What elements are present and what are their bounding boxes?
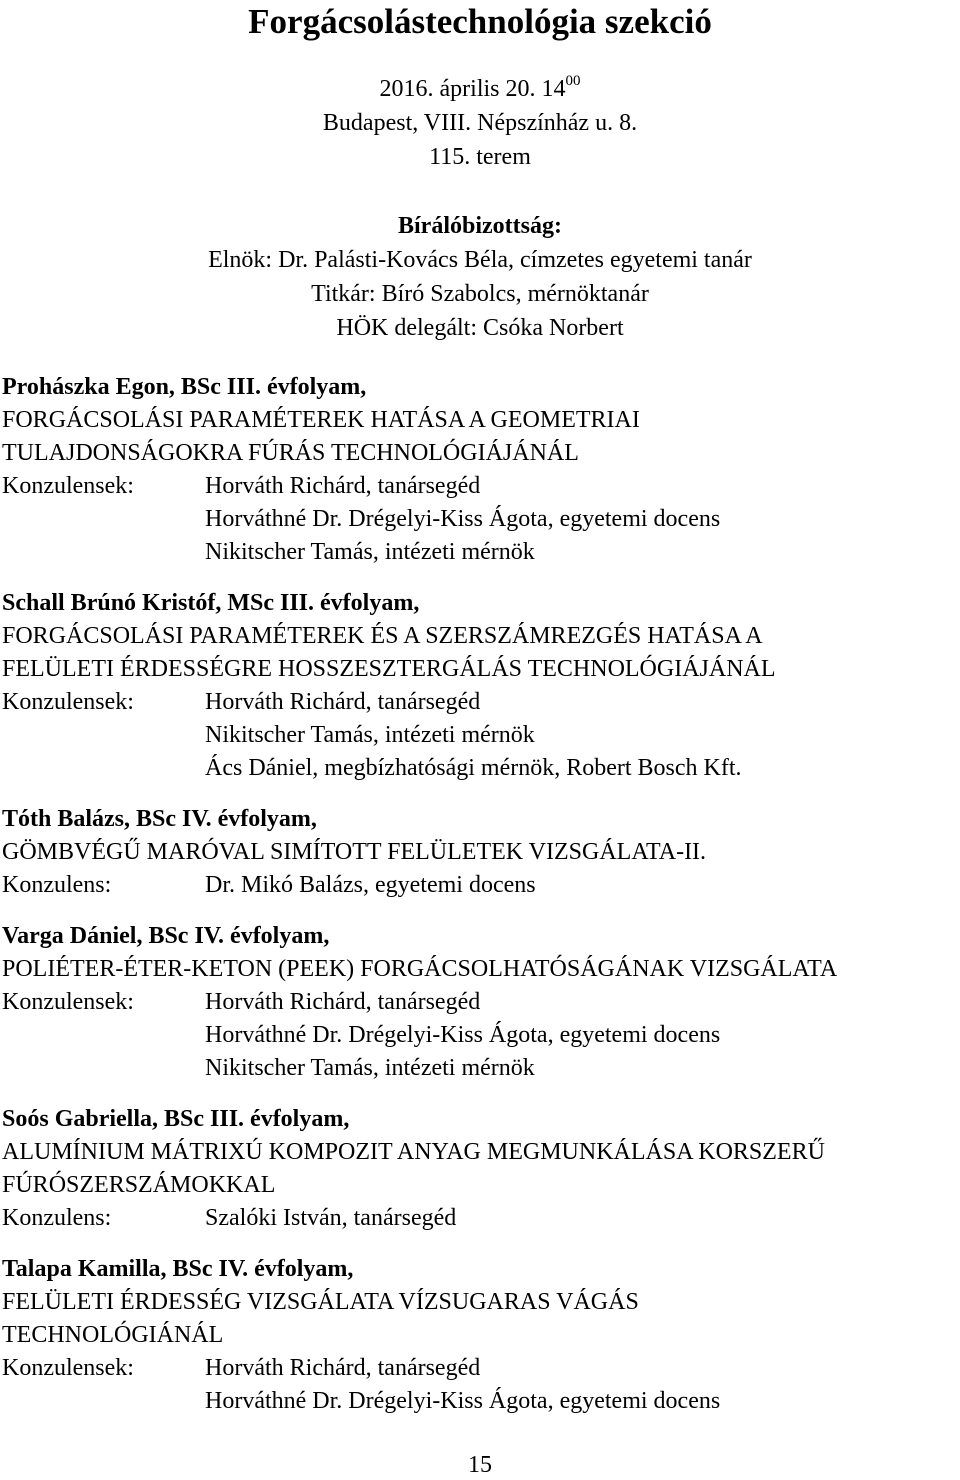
advisor-row [2,752,960,785]
page-number: 15 [468,1452,492,1478]
presentation-title: ALUMÍNIUM MÁTRIXÚ KOMPOZIT ANYAG MEGMUNKÁLÁSA KORSZERŰ [2,1139,825,1165]
student-name: Varga Dániel, BSc IV. évfolyam, [2,923,330,949]
advisor: Ács Dániel, megbízhatósági mérnök, Robert Bosch Kft. [205,755,742,781]
advisor-row [2,1052,960,1085]
advisor-row [2,1202,960,1235]
presentation-title: FORGÁCSOLÁSI PARAMÉTEREK ÉS A SZERSZÁMREZGÉS HATÁSA A [2,623,763,649]
session-time-minutes: 00 [565,73,581,89]
presentation-entry [2,587,960,785]
presentation-title: TECHNOLÓGIÁNÁL [2,1322,224,1348]
committee-heading: Bírálóbizottság: [398,213,562,239]
advisor: Horváth Richárd, tanársegéd [205,1355,481,1381]
advisor-row [2,503,960,536]
presentation-entry [2,803,960,902]
advisor: Horváth Richárd, tanársegéd [205,473,481,499]
advisor-row [2,686,960,719]
presentation-entry [2,920,960,1085]
student-name: Soós Gabriella, BSc III. évfolyam, [2,1106,350,1132]
advisor: Horváth Richárd, tanársegéd [205,989,481,1015]
presentation-title: GÖMBVÉGŰ MARÓVAL SIMÍTOTT FELÜLETEK VIZSGÁLATA-II. [2,839,707,865]
advisor-row [2,1385,960,1418]
advisor: Dr. Mikó Balázs, egyetemi docens [205,872,536,898]
committee-member: HÖK delegált: Csóka Norbert [336,315,624,341]
presentation-title: FÚRÓSZERSZÁMOKKAL [2,1172,276,1198]
advisor: Nikitscher Tamás, intézeti mérnök [205,722,535,748]
advisor-row [2,869,960,902]
advisor-row [2,1352,960,1385]
presentation-title: FELÜLETI ÉRDESSÉG VIZSGÁLATA VÍZSUGARAS VÁGÁS [2,1289,639,1315]
student-name: Prohászka Egon, BSc III. évfolyam, [2,374,367,400]
advisor: Horváthné Dr. Drégelyi-Kiss Ágota, egyetemi docens [205,506,721,532]
advisor-row [2,986,960,1019]
session-date [0,72,960,106]
presentation-list [2,371,960,1436]
student-name: Tóth Balázs, BSc IV. évfolyam, [2,806,317,832]
advisor: Horváthné Dr. Drégelyi-Kiss Ágota, egyetemi docens [205,1388,721,1414]
page-title: Forgácsolástechnológia szekció [248,2,712,41]
advisor-row [2,470,960,503]
committee [0,209,960,345]
advisor-label: Konzulensek: [2,1355,134,1381]
advisor-label: Konzulens: [2,872,112,898]
presentation-title: TULAJDONSÁGOKRA FÚRÁS TECHNOLÓGIÁJÁNÁL [2,440,579,466]
presentation-entry [2,1253,960,1418]
advisor: Horváth Richárd, tanársegéd [205,689,481,715]
presentation-entry [2,1103,960,1235]
advisor-label: Konzulensek: [2,989,134,1015]
presentation-entry [2,371,960,569]
presentation-title: POLIÉTER-ÉTER-KETON (PEEK) FORGÁCSOLHATÓSÁGÁNAK VIZSGÁLATA [2,956,838,982]
committee-member: Elnök: Dr. Palásti-Kovács Béla, címzetes egyetemi tanár [208,247,752,273]
advisor-label: Konzulensek: [2,473,134,499]
advisor-row [2,719,960,752]
session-date-text: 2016. április 20. 14 [379,76,566,102]
advisor: Horváthné Dr. Drégelyi-Kiss Ágota, egyetemi docens [205,1022,721,1048]
session-room: 115. terem [429,144,531,170]
advisor-label: Konzulens: [2,1205,112,1231]
advisor: Nikitscher Tamás, intézeti mérnök [205,1055,535,1081]
advisor: Szalóki István, tanársegéd [205,1205,457,1231]
advisor-label: Konzulensek: [2,689,134,715]
student-name: Talapa Kamilla, BSc IV. évfolyam, [2,1256,354,1282]
session-address: Budapest, VIII. Népszínház u. 8. [322,110,638,136]
session-info [0,72,960,174]
advisor-row [2,536,960,569]
advisor: Nikitscher Tamás, intézeti mérnök [205,539,535,565]
advisor-row [2,1019,960,1052]
presentation-title: FELÜLETI ÉRDESSÉGRE HOSSZESZTERGÁLÁS TECHNOLÓGIÁJÁNÁL [2,656,776,682]
student-name: Schall Brúnó Kristóf, MSc III. évfolyam, [2,590,420,616]
committee-member: Titkár: Bíró Szabolcs, mérnöktanár [311,281,649,307]
presentation-title: FORGÁCSOLÁSI PARAMÉTEREK HATÁSA A GEOMETRIAI [2,407,640,433]
